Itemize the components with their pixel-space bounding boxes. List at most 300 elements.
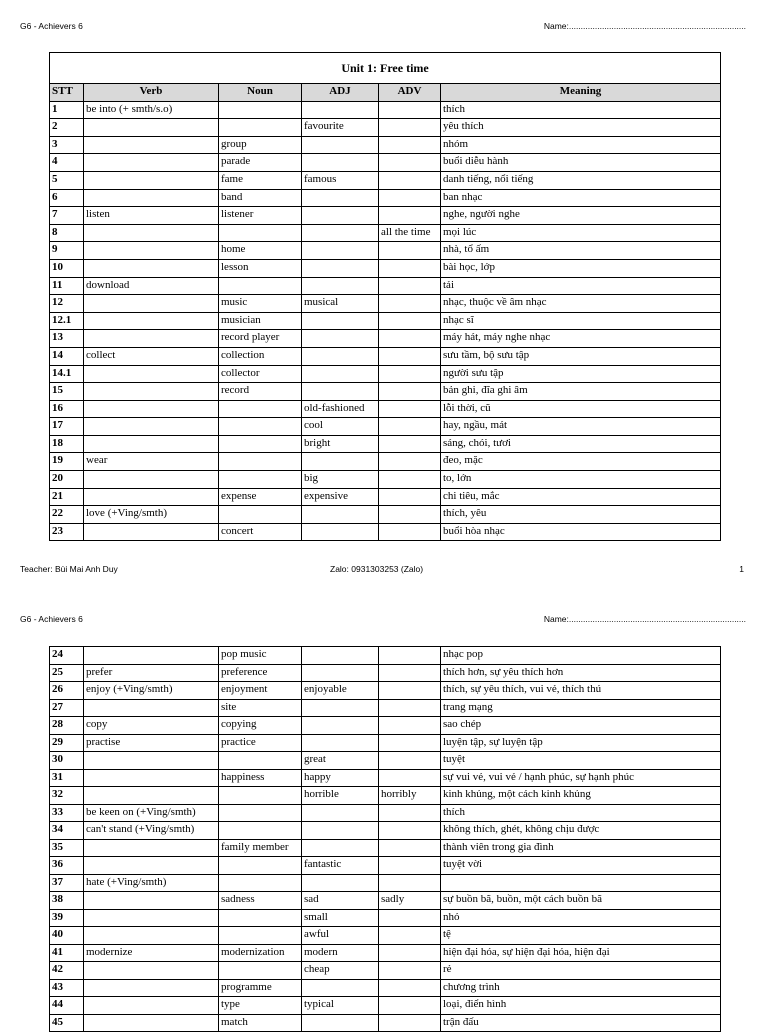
table-row [50, 717, 721, 735]
table-cell [84, 312, 219, 330]
table-cell: thích hơn, sự yêu thích hơn [441, 664, 721, 682]
table-cell [84, 839, 219, 857]
table-cell [219, 506, 302, 524]
table-cell: home [219, 242, 302, 260]
table-cell [84, 330, 219, 348]
table-cell: famous [302, 171, 379, 189]
table-row [50, 997, 721, 1015]
column-header: Noun [219, 84, 302, 102]
table-cell [302, 506, 379, 524]
table-row [50, 347, 721, 365]
row-number: 33 [50, 804, 84, 822]
table-cell [219, 909, 302, 927]
table-cell: mọi lúc [441, 224, 721, 242]
table-cell: buổi hòa nhạc [441, 523, 721, 541]
table-cell [84, 136, 219, 154]
row-number: 12.1 [50, 312, 84, 330]
table-cell [379, 822, 441, 840]
table-row [50, 734, 721, 752]
table-cell [84, 400, 219, 418]
table-cell: hiện đại hóa, sự hiện đại hóa, hiện đại [441, 944, 721, 962]
table-cell: hay, ngầu, mát [441, 418, 721, 436]
table-cell [379, 909, 441, 927]
table-cell: listener [219, 207, 302, 225]
table-cell: practise [84, 734, 219, 752]
table-cell [302, 979, 379, 997]
table-row [50, 506, 721, 524]
row-number: 11 [50, 277, 84, 295]
table-cell: không thích, ghét, không chịu được [441, 822, 721, 840]
table-cell: lesson [219, 259, 302, 277]
row-number: 24 [50, 647, 84, 665]
table-cell: enjoyment [219, 682, 302, 700]
table-cell [379, 506, 441, 524]
row-number: 22 [50, 506, 84, 524]
table-cell: site [219, 699, 302, 717]
row-number: 8 [50, 224, 84, 242]
table-cell: record player [219, 330, 302, 348]
table-cell [84, 365, 219, 383]
table-cell: sao chép [441, 717, 721, 735]
column-header: ADJ [302, 84, 379, 102]
table-cell [302, 734, 379, 752]
table-row [50, 224, 721, 242]
table-cell: trang mạng [441, 699, 721, 717]
column-header: Verb [84, 84, 219, 102]
table-cell: tệ [441, 927, 721, 945]
table-cell: nhỏ [441, 909, 721, 927]
row-number: 21 [50, 488, 84, 506]
table-cell: cool [302, 418, 379, 436]
row-number: 30 [50, 752, 84, 770]
table-cell: musical [302, 295, 379, 313]
table-cell: collection [219, 347, 302, 365]
table-cell [379, 734, 441, 752]
table-cell: thích [441, 804, 721, 822]
table-cell [379, 154, 441, 172]
table-cell: modern [302, 944, 379, 962]
table-row [50, 330, 721, 348]
table-row [50, 435, 721, 453]
table-row [50, 259, 721, 277]
table-row [50, 682, 721, 700]
table-cell: record [219, 383, 302, 401]
table-cell: musician [219, 312, 302, 330]
table-cell [379, 295, 441, 313]
table-cell: rẻ [441, 962, 721, 980]
table-cell [379, 927, 441, 945]
table-row [50, 488, 721, 506]
table-cell [379, 664, 441, 682]
table-cell: expensive [302, 488, 379, 506]
table-cell: người sưu tập [441, 365, 721, 383]
table-cell: chương trình [441, 979, 721, 997]
row-number: 34 [50, 822, 84, 840]
table-cell [379, 699, 441, 717]
table-cell: thành viên trong gia đình [441, 839, 721, 857]
row-number: 42 [50, 962, 84, 980]
table-row [50, 453, 721, 471]
table-cell [441, 874, 721, 892]
table-cell: trận đấu [441, 1014, 721, 1032]
name-field-label: Name:........................................................................... [543, 614, 746, 624]
row-number: 18 [50, 435, 84, 453]
table-cell: máy hát, máy nghe nhạc [441, 330, 721, 348]
vocab-table-page2 [49, 646, 720, 1032]
table-cell: nghe, người nghe [441, 207, 721, 225]
column-header: STT [50, 84, 84, 102]
table-cell: programme [219, 979, 302, 997]
table-row [50, 400, 721, 418]
table-cell: sadly [379, 892, 441, 910]
row-number: 4 [50, 154, 84, 172]
row-number: 38 [50, 892, 84, 910]
table-cell [84, 927, 219, 945]
row-number: 26 [50, 682, 84, 700]
table-cell [84, 523, 219, 541]
row-number: 44 [50, 997, 84, 1015]
table-cell: all the time [379, 224, 441, 242]
row-number: 40 [50, 927, 84, 945]
row-number: 7 [50, 207, 84, 225]
table-cell [219, 822, 302, 840]
table-cell [302, 136, 379, 154]
table-row [50, 365, 721, 383]
table-cell: preference [219, 664, 302, 682]
table-cell [302, 822, 379, 840]
table-row [50, 822, 721, 840]
column-header: ADV [379, 84, 441, 102]
table-cell [379, 400, 441, 418]
table-row [50, 383, 721, 401]
table-title: Unit 1: Free time [50, 53, 721, 84]
row-number: 27 [50, 699, 84, 717]
table-cell [379, 717, 441, 735]
table-row [50, 857, 721, 875]
table-row [50, 277, 721, 295]
table-cell [379, 962, 441, 980]
table-cell [379, 312, 441, 330]
table-cell [379, 365, 441, 383]
table-cell [379, 488, 441, 506]
table-cell [219, 418, 302, 436]
table-cell: happiness [219, 769, 302, 787]
table-cell [84, 962, 219, 980]
table-cell: band [219, 189, 302, 207]
row-number: 17 [50, 418, 84, 436]
table-cell [84, 787, 219, 805]
table-cell: collector [219, 365, 302, 383]
table-cell [302, 312, 379, 330]
table-cell [379, 453, 441, 471]
table-cell [379, 979, 441, 997]
table-cell: copying [219, 717, 302, 735]
row-number: 41 [50, 944, 84, 962]
table-cell [84, 1014, 219, 1032]
table-cell [302, 383, 379, 401]
table-cell: thích, yêu [441, 506, 721, 524]
table-cell [302, 523, 379, 541]
table-cell [219, 857, 302, 875]
table-cell: can't stand (+Ving/smth) [84, 822, 219, 840]
table-row [50, 312, 721, 330]
table-cell [379, 418, 441, 436]
table-cell [379, 136, 441, 154]
table-cell [219, 787, 302, 805]
table-cell: sadness [219, 892, 302, 910]
table-cell: prefer [84, 664, 219, 682]
table-cell: happy [302, 769, 379, 787]
table-cell: bản ghi, đĩa ghi âm [441, 383, 721, 401]
table-cell: bright [302, 435, 379, 453]
row-number: 3 [50, 136, 84, 154]
row-number: 32 [50, 787, 84, 805]
table-cell: love (+Ving/smth) [84, 506, 219, 524]
row-number: 29 [50, 734, 84, 752]
table-cell [379, 259, 441, 277]
table-cell [302, 365, 379, 383]
table-cell: sad [302, 892, 379, 910]
table-cell [302, 839, 379, 857]
row-number: 28 [50, 717, 84, 735]
table-cell: sự vui vẻ, vui vẻ / hạnh phúc, sự hạnh phúc [441, 769, 721, 787]
table-cell [379, 242, 441, 260]
table-row [50, 295, 721, 313]
table-row [50, 664, 721, 682]
table-cell [219, 927, 302, 945]
table-cell [219, 277, 302, 295]
table-cell [219, 804, 302, 822]
table-cell [379, 804, 441, 822]
table-cell: collect [84, 347, 219, 365]
table-row [50, 944, 721, 962]
table-cell [84, 857, 219, 875]
table-cell: fantastic [302, 857, 379, 875]
table-cell [219, 471, 302, 489]
table-cell: nhà, tổ ấm [441, 242, 721, 260]
table-cell [84, 418, 219, 436]
table-cell: concert [219, 523, 302, 541]
table-cell [379, 874, 441, 892]
table-cell: expense [219, 488, 302, 506]
table-cell [219, 224, 302, 242]
table-cell: match [219, 1014, 302, 1032]
table-row [50, 523, 721, 541]
table-row [50, 699, 721, 717]
name-field-label: Name:........................................................................... [543, 21, 746, 31]
table-cell: hate (+Ving/smth) [84, 874, 219, 892]
table-cell [379, 435, 441, 453]
table-cell [302, 242, 379, 260]
table-cell [84, 647, 219, 665]
table-cell: tuyệt [441, 752, 721, 770]
table-cell [219, 752, 302, 770]
table-cell: loại, điển hình [441, 997, 721, 1015]
table-cell [302, 874, 379, 892]
table-cell [219, 453, 302, 471]
table-cell [379, 471, 441, 489]
table-cell [84, 769, 219, 787]
table-row [50, 647, 721, 665]
table-cell [379, 277, 441, 295]
row-number: 2 [50, 119, 84, 137]
table-row [50, 1014, 721, 1032]
table-row [50, 962, 721, 980]
table-row [50, 136, 721, 154]
table-row [50, 839, 721, 857]
table-cell: horribly [379, 787, 441, 805]
table-cell: fame [219, 171, 302, 189]
course-label: G6 - Achievers 6 [20, 614, 83, 624]
table-cell [84, 435, 219, 453]
table-cell: horrible [302, 787, 379, 805]
table-row [50, 189, 721, 207]
row-number: 37 [50, 874, 84, 892]
table-cell [84, 154, 219, 172]
table-cell: enjoyable [302, 682, 379, 700]
table-row [50, 119, 721, 137]
table-row [50, 154, 721, 172]
table-row [50, 171, 721, 189]
table-cell [302, 664, 379, 682]
table-cell [379, 189, 441, 207]
page-number: 1 [739, 564, 744, 574]
table-row [50, 471, 721, 489]
row-number: 39 [50, 909, 84, 927]
row-number: 43 [50, 979, 84, 997]
row-number: 15 [50, 383, 84, 401]
table-cell: download [84, 277, 219, 295]
table-cell [84, 171, 219, 189]
table-cell: nhạc sĩ [441, 312, 721, 330]
row-number: 35 [50, 839, 84, 857]
table-row [50, 804, 721, 822]
table-cell: bài học, lớp [441, 259, 721, 277]
table-cell: tải [441, 277, 721, 295]
table-cell: thích, sự yêu thích, vui vẻ, thích thú [441, 682, 721, 700]
table-cell [302, 259, 379, 277]
table-cell: typical [302, 997, 379, 1015]
table-cell [219, 119, 302, 137]
table-cell: buổi diễu hành [441, 154, 721, 172]
table-cell [84, 119, 219, 137]
table-cell [379, 647, 441, 665]
table-cell [302, 717, 379, 735]
table-cell: great [302, 752, 379, 770]
table-row [50, 101, 721, 119]
table-cell: be keen on (+Ving/smth) [84, 804, 219, 822]
table-cell [84, 295, 219, 313]
row-number: 20 [50, 471, 84, 489]
row-number: 1 [50, 101, 84, 119]
table-row [50, 242, 721, 260]
row-number: 5 [50, 171, 84, 189]
table-cell: to, lớn [441, 471, 721, 489]
table-cell: practice [219, 734, 302, 752]
table-cell [84, 242, 219, 260]
table-cell [379, 857, 441, 875]
table-cell [379, 769, 441, 787]
table-cell: favourite [302, 119, 379, 137]
table-cell: big [302, 471, 379, 489]
table-cell [84, 189, 219, 207]
table-cell [379, 682, 441, 700]
table-cell [302, 207, 379, 225]
table-cell: đeo, mặc [441, 453, 721, 471]
table-cell: sự buồn bã, buồn, một cách buồn bã [441, 892, 721, 910]
table-cell: wear [84, 453, 219, 471]
table-row [50, 752, 721, 770]
table-cell [219, 400, 302, 418]
row-number: 12 [50, 295, 84, 313]
table-cell: luyện tập, sự luyện tập [441, 734, 721, 752]
teacher-label: Teacher: Bùi Mai Anh Duy [20, 564, 118, 574]
table-cell: family member [219, 839, 302, 857]
table-cell [379, 171, 441, 189]
table-cell: danh tiếng, nổi tiếng [441, 171, 721, 189]
table-row [50, 909, 721, 927]
table-cell: music [219, 295, 302, 313]
table-cell [302, 189, 379, 207]
row-number: 36 [50, 857, 84, 875]
table-cell [84, 259, 219, 277]
table-cell: nhạc pop [441, 647, 721, 665]
table-cell [84, 383, 219, 401]
row-number: 13 [50, 330, 84, 348]
table-cell [302, 101, 379, 119]
table-cell [302, 804, 379, 822]
table-cell: cheap [302, 962, 379, 980]
table-cell [84, 892, 219, 910]
table-cell [302, 699, 379, 717]
table-cell [379, 752, 441, 770]
row-number: 10 [50, 259, 84, 277]
table-cell [302, 647, 379, 665]
table-cell [379, 839, 441, 857]
table-cell [302, 330, 379, 348]
table-cell [84, 224, 219, 242]
table-cell [84, 979, 219, 997]
table-cell: nhạc, thuộc về âm nhạc [441, 295, 721, 313]
table-row [50, 927, 721, 945]
table-cell [219, 101, 302, 119]
table-cell [302, 277, 379, 295]
row-number: 23 [50, 523, 84, 541]
table-cell [379, 119, 441, 137]
table-cell: tuyệt vời [441, 857, 721, 875]
table-cell [379, 347, 441, 365]
table-cell: sưu tầm, bộ sưu tập [441, 347, 721, 365]
table-cell: awful [302, 927, 379, 945]
row-number: 9 [50, 242, 84, 260]
table-cell [84, 909, 219, 927]
table-cell: group [219, 136, 302, 154]
table-cell: old-fashioned [302, 400, 379, 418]
table-cell: be into (+ smth/s.o) [84, 101, 219, 119]
table-cell: enjoy (+Ving/smth) [84, 682, 219, 700]
table-cell [84, 752, 219, 770]
table-cell [302, 453, 379, 471]
table-cell [302, 224, 379, 242]
table-cell: yêu thích [441, 119, 721, 137]
table-cell: sáng, chói, tươi [441, 435, 721, 453]
table-cell: type [219, 997, 302, 1015]
table-cell [379, 997, 441, 1015]
table-cell: copy [84, 717, 219, 735]
table-cell [84, 699, 219, 717]
table-cell [84, 471, 219, 489]
table-row [50, 207, 721, 225]
